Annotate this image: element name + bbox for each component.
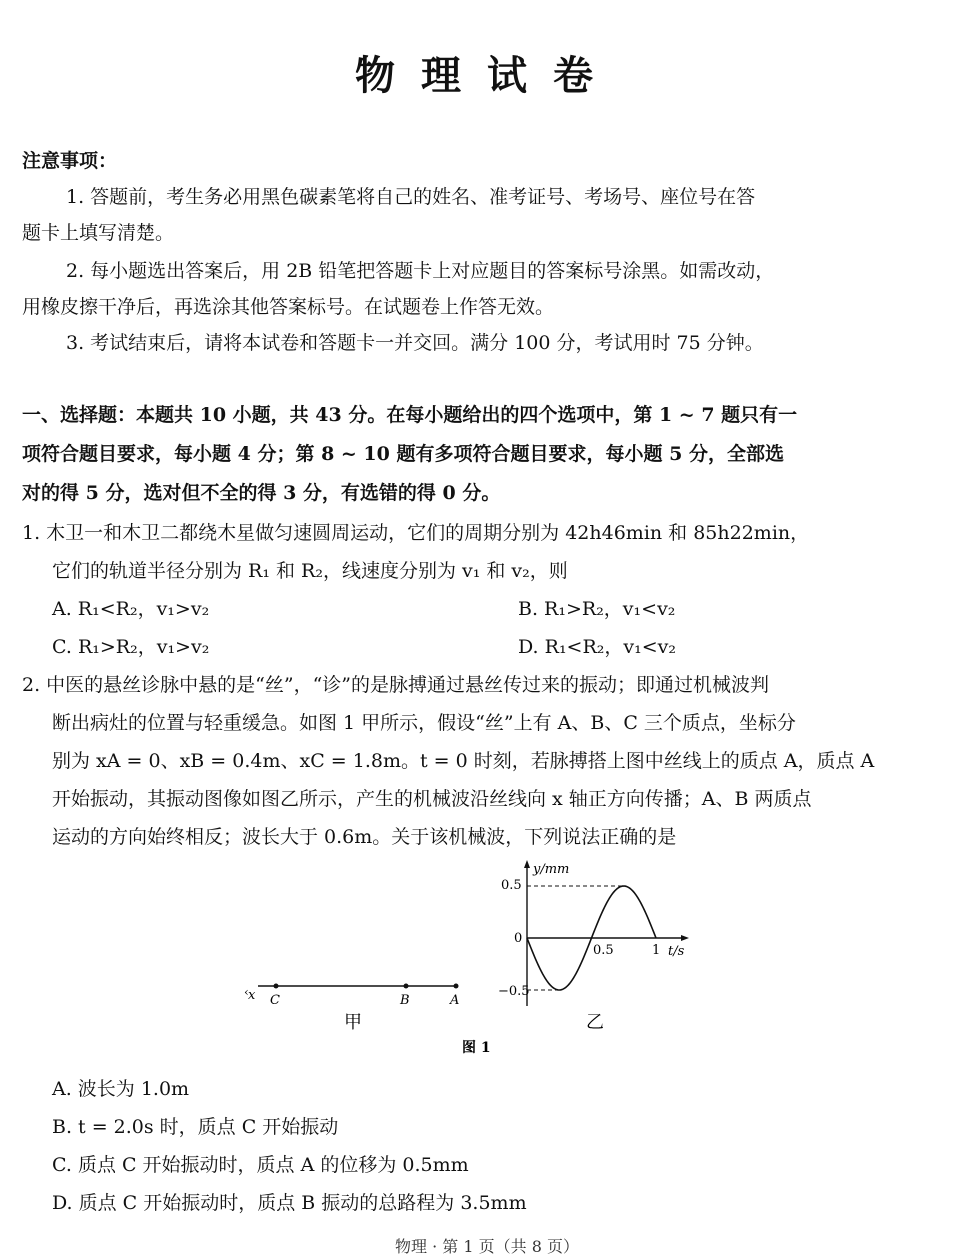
figure-yi [498, 860, 689, 1033]
question-1-text: 它们的轨道半径分别为 R₁ 和 R₂，线速度分别为 v₁ 和 v₂，则 [52, 560, 568, 582]
point-c [274, 984, 279, 989]
section-instruction: 项符合题目要求，每小题 4 分；第 8 ~ 10 题有多项符合题目要求，每小题 5 分，全部选 [22, 443, 784, 465]
ytick-zero: 0 [514, 931, 523, 946]
point-a [454, 984, 459, 989]
notice-heading: 注意事项： [22, 150, 118, 172]
q2-option-b: B. t = 2.0s 时，质点 C 开始振动 [52, 1116, 339, 1138]
x-axis-label: x [248, 988, 256, 1003]
question-2-text: 运动的方向始终相反；波长大于 0.6m。关于该机械波，下列说法正确的是 [52, 826, 677, 848]
q1-option-a: A. R₁<R₂，v₁>v₂ [52, 598, 210, 620]
q1-option-d: D. R₁<R₂，v₁<v₂ [518, 636, 677, 658]
figure-1 [230, 856, 710, 1066]
page-title: 物理试卷 [355, 52, 619, 99]
y-axis-label: y/mm [533, 862, 570, 877]
arrow-left-icon: ‹ [244, 985, 249, 999]
q1-option-c: C. R₁>R₂，v₁>v₂ [52, 636, 210, 658]
ytick-bottom: −0.5 [498, 984, 530, 999]
question-1-text: 1. 木卫一和木卫二都绕木星做匀速圆周运动，它们的周期分别为 42h46min 和 85h22min， [22, 522, 810, 544]
t-axis-arrow-icon [681, 935, 689, 941]
ytick-top: 0.5 [501, 878, 522, 893]
question-2-text: 断出病灶的位置与轻重缓急。如图 1 甲所示，假设“丝”上有 A、B、C 三个质点，坐标分 [52, 712, 796, 734]
figure-caption: 图 1 [462, 1040, 491, 1056]
q2-option-d: D. 质点 C 开始振动时，质点 B 振动的总路程为 3.5mm [52, 1192, 527, 1214]
jia-label: 甲 [344, 1012, 362, 1033]
point-a-label: A [450, 993, 460, 1008]
y-axis-arrow-icon [524, 860, 530, 868]
xtick-half: 0.5 [593, 943, 614, 958]
q1-option-b: B. R₁>R₂，v₁<v₂ [518, 598, 676, 620]
point-c-label: C [270, 993, 280, 1008]
notice-line: 1. 答题前，考生务必用黑色碳素笔将自己的姓名、准考证号、考场号、座位号在答 [66, 186, 756, 208]
notice-line: 3. 考试结束后，请将本试卷和答题卡一并交回。满分 100 分，考试用时 75 分钟。 [66, 332, 764, 354]
question-2-text: 开始振动，其振动图像如图乙所示，产生的机械波沿丝线向 x 轴正方向传播；A、B 两质点 [52, 788, 812, 810]
q2-option-a: A. 波长为 1.0m [52, 1078, 190, 1100]
notice-line: 用橡皮擦干净后，再选涂其他答案标号。在试题卷上作答无效。 [22, 296, 555, 318]
notice-line: 2. 每小题选出答案后，用 2B 铅笔把答题卡上对应题目的答案标号涂黑。如需改动， [66, 260, 775, 282]
page-footer: 物理 · 第 1 页（共 8 页） [395, 1237, 579, 1256]
section-instruction: 对的得 5 分，选对但不全的得 3 分，有选错的得 0 分。 [22, 482, 501, 504]
xtick-one: 1 [652, 943, 661, 958]
t-axis-label: t/s [668, 944, 685, 959]
point-b [404, 984, 409, 989]
question-2-text: 2. 中医的悬丝诊脉中悬的是“丝”，“诊”的是脉搏通过悬丝传过来的振动；即通过机械波判 [22, 674, 770, 696]
q2-option-c: C. 质点 C 开始振动时，质点 A 的位移为 0.5mm [52, 1154, 469, 1176]
point-b-label: B [400, 993, 410, 1008]
figure-jia [244, 984, 459, 1034]
question-2-text: 别为 xA = 0、xB = 0.4m、xC = 1.8m。t = 0 时刻，若脉搏搭上图中丝线上的质点 A，质点 A [52, 750, 875, 772]
yi-label: 乙 [586, 1012, 604, 1033]
section-instruction: 一、选择题：本题共 10 小题，共 43 分。在每小题给出的四个选项中，第 1 ~ 7 题只有一 [22, 404, 798, 426]
notice-line: 题卡上填写清楚。 [22, 222, 175, 244]
